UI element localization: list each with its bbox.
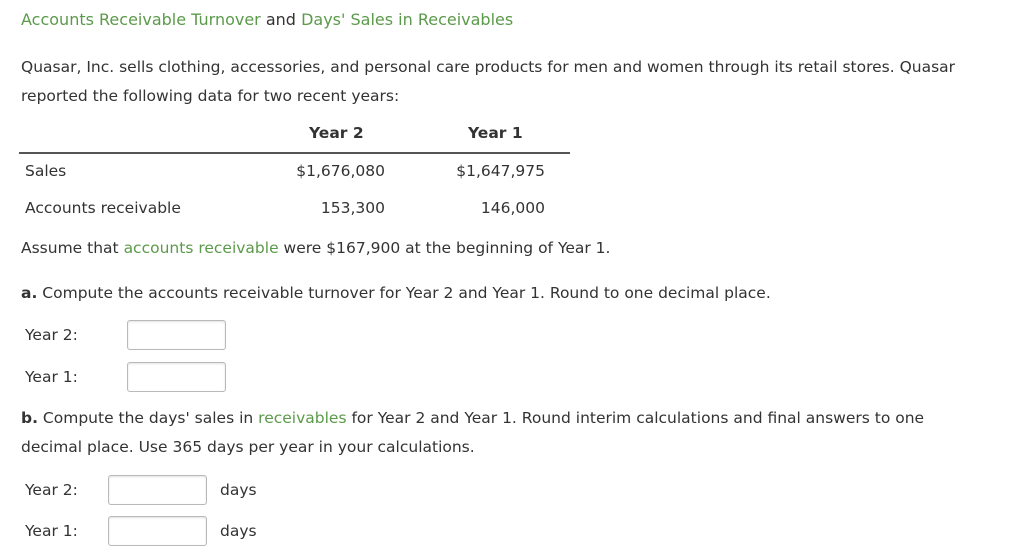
cell-sales-year1: $1,647,975 — [456, 162, 545, 180]
question-a — [21, 284, 771, 302]
title-link-days-sales[interactable]: Days' Sales in Receivables — [301, 10, 514, 29]
question-a-text: Compute the accounts receivable turnover for Year 2 and Year 1. Round to one decimal place. — [42, 284, 771, 302]
title-link-turnover[interactable]: Accounts Receivable Turnover — [21, 10, 261, 29]
question-b-text-before: Compute the days' sales in — [42, 409, 254, 427]
answer-b-year2-label: Year 2: — [25, 481, 78, 499]
question-b-line2: decimal place. Use 365 days per year in your calculations. — [21, 438, 475, 456]
assumption-link-accounts-receivable[interactable]: accounts receivable — [123, 239, 279, 257]
question-b-text-after: for Year 2 and Year 1. Round interim calculations and final answers to one — [351, 409, 925, 427]
answer-a-year1-input[interactable] — [127, 362, 226, 392]
title-and: and — [265, 10, 296, 29]
answer-a-year2-input[interactable] — [127, 320, 226, 350]
cell-ar-year2: 153,300 — [320, 199, 385, 217]
table-header-year1: Year 1 — [468, 124, 523, 142]
question-b — [21, 409, 924, 427]
row-label-sales: Sales — [25, 162, 67, 180]
answer-b-year1-unit: days — [220, 522, 257, 540]
assumption-after: were $167,900 at the beginning of Year 1. — [283, 239, 611, 257]
answer-b-year2-input[interactable] — [108, 475, 207, 505]
page-title — [21, 10, 513, 29]
question-a-letter: a. — [21, 284, 38, 302]
question-b-link-receivables[interactable]: receivables — [258, 409, 347, 427]
answer-b-year1-input[interactable] — [108, 516, 207, 546]
answer-b-year1-label: Year 1: — [25, 522, 78, 540]
cell-ar-year1: 146,000 — [480, 199, 545, 217]
question-b-letter: b. — [21, 409, 38, 427]
answer-b-year2-unit: days — [220, 481, 257, 499]
assumption-text — [21, 239, 610, 257]
row-label-accounts-receivable: Accounts receivable — [25, 199, 181, 217]
answer-a-year2-label: Year 2: — [25, 326, 78, 344]
answer-a-year1-label: Year 1: — [25, 368, 78, 386]
table-header-rule — [19, 152, 570, 154]
table-header-year2: Year 2 — [309, 124, 364, 142]
intro-paragraph: Quasar, Inc. sells clothing, accessories, and personal care products for men and women through its retail stores. Quasar reported the following data for two recent years: — [21, 58, 956, 105]
bracket-decoration-icon — [0, 365, 12, 405]
assumption-before: Assume that — [21, 239, 119, 257]
cell-sales-year2: $1,676,080 — [296, 162, 385, 180]
